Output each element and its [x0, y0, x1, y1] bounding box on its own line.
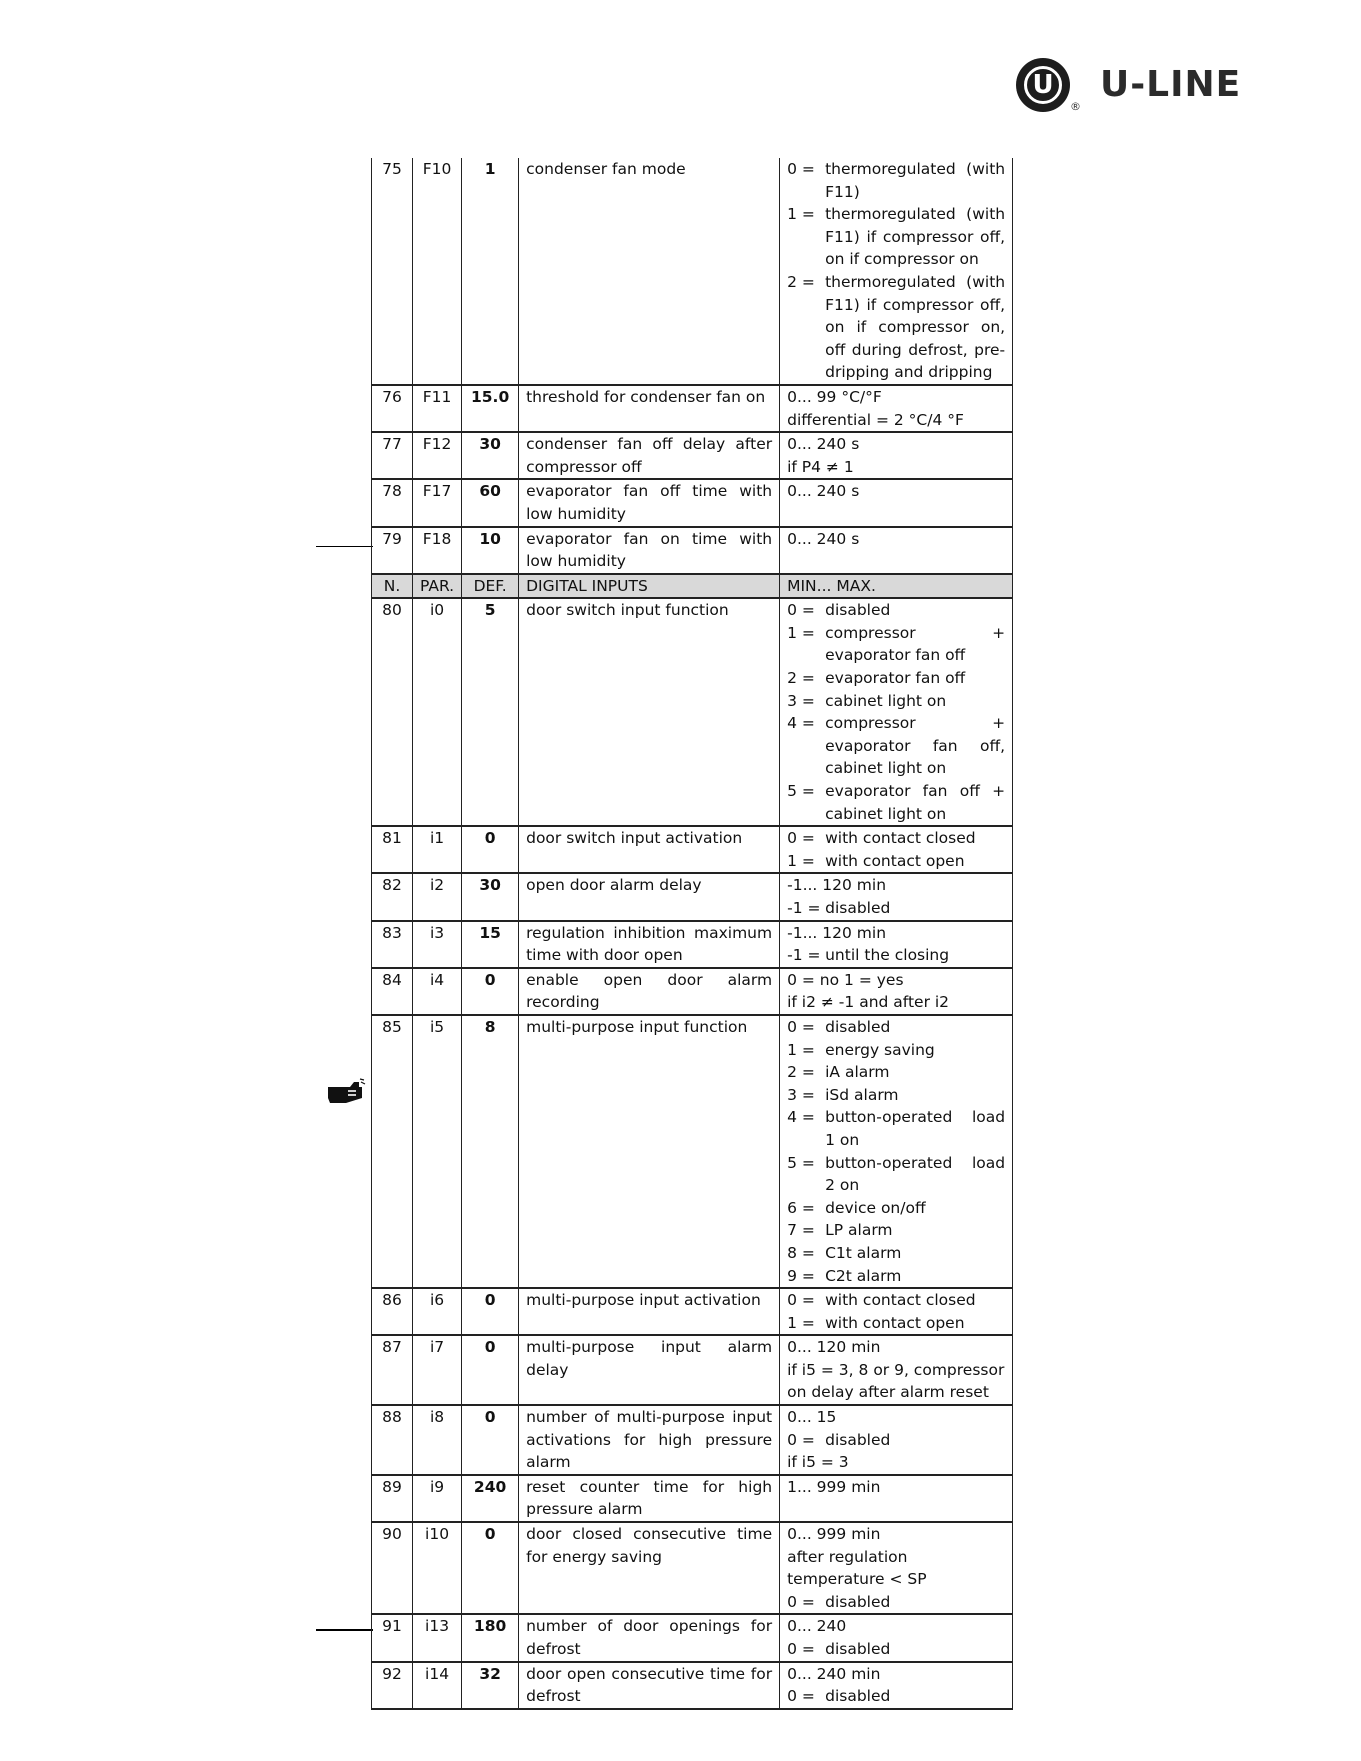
- range-line: if i2 ≠ -1 and after i2: [787, 993, 950, 1012]
- row-description: number of door openings for defrost: [519, 1614, 780, 1661]
- row-range: [780, 385, 1013, 432]
- row-parameter: F10: [413, 158, 462, 385]
- row-parameter: i14: [413, 1662, 462, 1709]
- section-divider: [316, 546, 373, 547]
- table-row: [372, 1335, 1013, 1405]
- range-line: 4 = button-operated load 1 on: [787, 1108, 1006, 1149]
- row-parameter: F17: [413, 479, 462, 526]
- range-line: 2 = iA alarm: [787, 1063, 890, 1082]
- row-range: [780, 527, 1013, 574]
- range-line: if P4 ≠ 1: [787, 457, 854, 476]
- range-line: -1 = disabled: [787, 899, 891, 917]
- range-line: 0... 999 min: [787, 1525, 881, 1544]
- row-description: open door alarm delay: [519, 873, 780, 920]
- range-line: 2 = evaporator fan off: [787, 669, 966, 688]
- row-default: 0: [462, 1335, 519, 1405]
- row-number: 80: [372, 598, 413, 826]
- range-line: 0... 120 min: [787, 1338, 881, 1357]
- row-range: [780, 479, 1013, 526]
- row-parameter: i2: [413, 873, 462, 920]
- col-parameter-header: PAR.: [413, 574, 462, 599]
- range-line: 0 = disabled: [787, 1687, 891, 1706]
- range-line: 0... 240 s: [787, 529, 860, 548]
- table-row: [372, 385, 1013, 432]
- row-default: 1: [462, 158, 519, 385]
- row-range: [780, 432, 1013, 479]
- row-default: 10: [462, 527, 519, 574]
- row-range: [780, 1015, 1013, 1288]
- header-row: [372, 574, 1013, 599]
- range-line: 9 = C2t alarm: [787, 1266, 902, 1285]
- table-row: [372, 873, 1013, 920]
- row-description: door switch input activation: [519, 826, 780, 873]
- range-line: 0... 240: [787, 1617, 847, 1636]
- range-line: differential = 2 °C/4 °F: [787, 410, 964, 429]
- row-range: [780, 921, 1013, 968]
- range-line: 0... 15: [787, 1408, 837, 1427]
- range-line: 0 = disabled: [787, 1017, 891, 1036]
- row-default: 60: [462, 479, 519, 526]
- row-range: [780, 968, 1013, 1015]
- range-line: 0 = disabled: [787, 1592, 891, 1611]
- row-parameter: i8: [413, 1405, 462, 1475]
- row-number: 85: [372, 1015, 413, 1288]
- row-number: 83: [372, 921, 413, 968]
- row-parameter: i9: [413, 1475, 462, 1522]
- range-line: -1... 120 min: [787, 923, 887, 942]
- row-number: 89: [372, 1475, 413, 1522]
- row-default: 8: [462, 1015, 519, 1288]
- table-body-bottom: [372, 598, 1013, 1709]
- table-row: [372, 432, 1013, 479]
- range-line: if i5 = 3: [787, 1453, 849, 1472]
- table-row: [372, 527, 1013, 574]
- range-line: 0 = no 1 = yes: [787, 970, 904, 989]
- row-default: 15.0: [462, 385, 519, 432]
- u-line-logo-icon: [1016, 58, 1070, 112]
- table-row: [372, 598, 1013, 826]
- row-range: [780, 1662, 1013, 1709]
- row-range: [780, 826, 1013, 873]
- table-row: [372, 1015, 1013, 1288]
- row-number: 91: [372, 1614, 413, 1661]
- range-line: 0... 240 min: [787, 1664, 881, 1683]
- row-default: 0: [462, 826, 519, 873]
- row-default: 240: [462, 1475, 519, 1522]
- range-line: 0 = disabled: [787, 601, 891, 620]
- row-description: multi-purpose input alarm delay: [519, 1335, 780, 1405]
- row-parameter: i7: [413, 1335, 462, 1405]
- row-number: 79: [372, 527, 413, 574]
- row-description: multi-purpose input activation: [519, 1288, 780, 1335]
- row-description: evaporator fan on time with low humidity: [519, 527, 780, 574]
- row-range: [780, 1405, 1013, 1475]
- row-description: condenser fan mode: [519, 158, 780, 385]
- table-row: [372, 479, 1013, 526]
- row-description: door open consecutive time for defrost: [519, 1662, 780, 1709]
- row-number: 78: [372, 479, 413, 526]
- logo-mark-letter: U: [1032, 70, 1054, 100]
- range-line: 4 = compressor + evaporator fan off, cabinet light on: [787, 714, 1006, 778]
- row-number: 75: [372, 158, 413, 385]
- row-parameter: i1: [413, 826, 462, 873]
- range-line: 2 = thermoregulated (with F11) if compressor off, on if compressor on, off during defrost, pre-dripping and dripping: [787, 272, 1006, 382]
- range-line: 0 = disabled: [787, 1430, 891, 1449]
- row-range: [780, 1335, 1013, 1405]
- table-row: [372, 921, 1013, 968]
- row-number: 84: [372, 968, 413, 1015]
- row-range: [780, 598, 1013, 826]
- range-line: 5 = button-operated load 2 on: [787, 1153, 1006, 1195]
- row-parameter: F11: [413, 385, 462, 432]
- brand-name: U-LINE: [1100, 64, 1242, 105]
- row-parameter: i13: [413, 1614, 462, 1661]
- parameters-table: [371, 158, 1013, 1710]
- row-default: 30: [462, 873, 519, 920]
- row-default: 180: [462, 1614, 519, 1661]
- row-range: [780, 873, 1013, 920]
- row-default: 32: [462, 1662, 519, 1709]
- col-description-header: DIGITAL INPUTS: [519, 574, 780, 599]
- row-number: 86: [372, 1288, 413, 1335]
- row-range: [780, 1614, 1013, 1661]
- row-number: 92: [372, 1662, 413, 1709]
- range-line: 0... 240 s: [787, 435, 860, 454]
- registered-mark: ®: [1070, 100, 1081, 113]
- row-description: enable open door alarm recording: [519, 968, 780, 1015]
- range-line: 0 = with contact closed: [787, 829, 976, 848]
- range-line: -1 = until the closing: [787, 946, 950, 965]
- table-row: [372, 1522, 1013, 1614]
- row-parameter: i3: [413, 921, 462, 968]
- table-row: [372, 826, 1013, 873]
- range-line: 8 = C1t alarm: [787, 1243, 902, 1262]
- range-line: 1... 999 min: [787, 1477, 881, 1496]
- row-number: 77: [372, 432, 413, 479]
- range-line: -1... 120 min: [787, 876, 887, 895]
- table-body-top: [372, 158, 1013, 574]
- row-range: [780, 158, 1013, 385]
- row-range: [780, 1522, 1013, 1614]
- row-parameter: F12: [413, 432, 462, 479]
- row-default: 0: [462, 968, 519, 1015]
- range-line: 1 = with contact open: [787, 1313, 965, 1332]
- range-line: after regulation temperature < SP: [787, 1547, 927, 1589]
- section-bottom-rule: [316, 1629, 373, 1631]
- row-number: 90: [372, 1522, 413, 1614]
- row-parameter: i0: [413, 598, 462, 826]
- table-row: [372, 1288, 1013, 1335]
- u-line-logo: [1016, 58, 1276, 118]
- row-description: regulation inhibition maximum time with door open: [519, 921, 780, 968]
- row-number: 82: [372, 873, 413, 920]
- range-line: if i5 = 3, 8 or 9, compressor on delay after alarm reset: [787, 1360, 1005, 1402]
- row-description: condenser fan off delay after compressor off: [519, 432, 780, 479]
- range-line: 0 = with contact closed: [787, 1291, 976, 1310]
- range-line: 3 = cabinet light on: [787, 691, 947, 710]
- table-header: [372, 574, 1013, 599]
- row-number: 87: [372, 1335, 413, 1405]
- row-description: door switch input function: [519, 598, 780, 826]
- range-line: 0 = disabled: [787, 1640, 891, 1658]
- range-line: 3 = iSd alarm: [787, 1085, 899, 1104]
- row-range: [780, 1288, 1013, 1335]
- row-number: 81: [372, 826, 413, 873]
- row-range: [780, 1475, 1013, 1522]
- row-description: reset counter time for high pressure alarm: [519, 1475, 780, 1522]
- col-range-header: MIN... MAX.: [780, 574, 1013, 599]
- row-default: 0: [462, 1405, 519, 1475]
- row-default: 0: [462, 1522, 519, 1614]
- row-parameter: F18: [413, 527, 462, 574]
- range-line: 0 = thermoregulated (with F11): [787, 160, 1006, 201]
- row-description: multi-purpose input function: [519, 1015, 780, 1288]
- hand-pointer-icon: [326, 1078, 366, 1106]
- range-line: 5 = evaporator fan off + cabinet light on: [787, 782, 1006, 823]
- table-row: [372, 158, 1013, 385]
- row-default: 0: [462, 1288, 519, 1335]
- row-parameter: i10: [413, 1522, 462, 1614]
- row-parameter: i6: [413, 1288, 462, 1335]
- range-line: 6 = device on/off: [787, 1198, 926, 1217]
- col-number-header: N.: [372, 574, 413, 599]
- row-description: threshold for condenser fan on: [519, 385, 780, 432]
- range-line: 1 = energy saving: [787, 1040, 935, 1059]
- range-line: 0... 99 °C/°F: [787, 387, 882, 406]
- row-number: 76: [372, 385, 413, 432]
- row-description: evaporator fan off time with low humidity: [519, 479, 780, 526]
- table-row: [372, 1662, 1013, 1709]
- row-parameter: i4: [413, 968, 462, 1015]
- table-row: [372, 1405, 1013, 1475]
- range-line: 1 = compressor + evaporator fan off: [787, 623, 1006, 665]
- row-number: 88: [372, 1405, 413, 1475]
- table-row: [372, 968, 1013, 1015]
- row-description: number of multi-purpose input activations for high pressure alarm: [519, 1405, 780, 1475]
- row-description: door closed consecutive time for energy saving: [519, 1522, 780, 1614]
- row-default: 15: [462, 921, 519, 968]
- range-line: 7 = LP alarm: [787, 1221, 893, 1240]
- row-default: 5: [462, 598, 519, 826]
- table-row: [372, 1475, 1013, 1522]
- table-row: [372, 1614, 1013, 1661]
- row-default: 30: [462, 432, 519, 479]
- range-line: 1 = with contact open: [787, 851, 965, 870]
- row-parameter: i5: [413, 1015, 462, 1288]
- range-line: 1 = thermoregulated (with F11) if compressor off, on if compressor on: [787, 205, 1006, 269]
- range-line: 0... 240 s: [787, 482, 860, 501]
- col-default-header: DEF.: [462, 574, 519, 599]
